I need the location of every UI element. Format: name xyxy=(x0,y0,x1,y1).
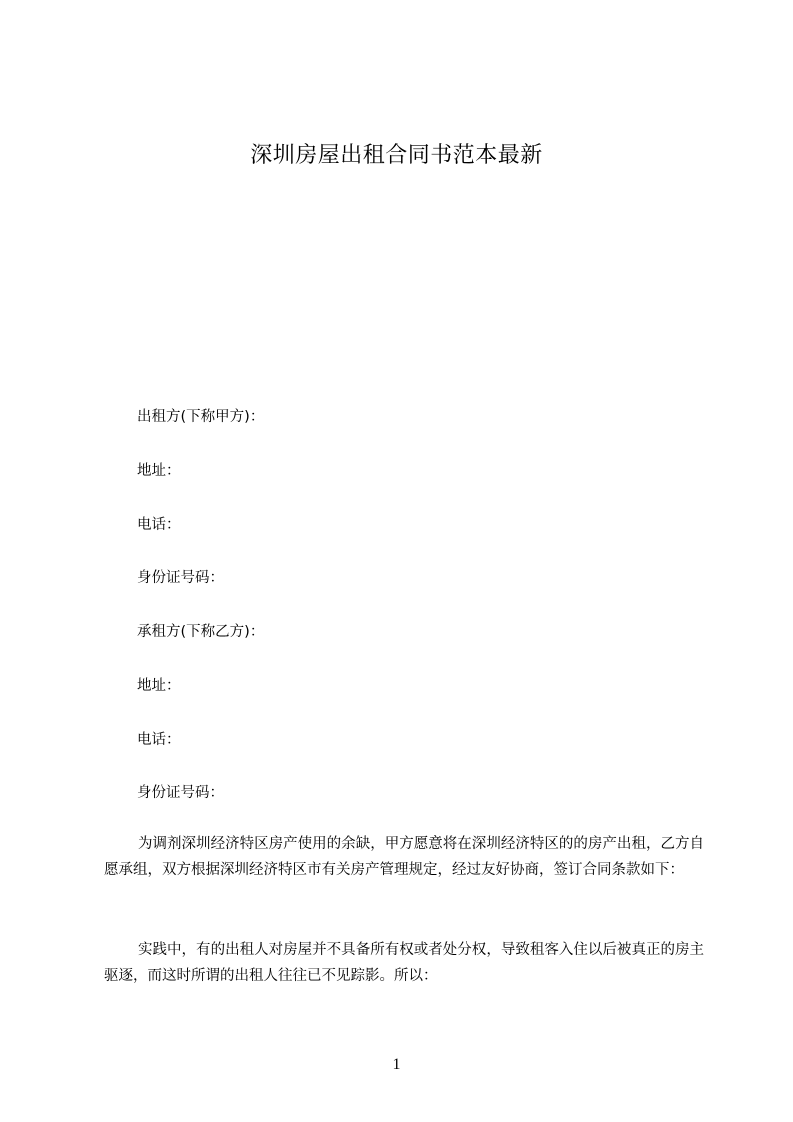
lessor-id-label: 身份证号码： xyxy=(137,570,224,586)
document-title: 深圳房屋出租合同书范本最新 xyxy=(250,143,543,168)
lessor-party-label: 出租方(下称甲方)： xyxy=(137,409,265,425)
lessee-party-label: 承租方(下称乙方)： xyxy=(137,624,265,640)
paragraph-text: 为调剂深圳经济特区房产使用的余缺，甲方愿意将在深圳经济特区的的房产出租，乙方自愿承组，双方根据深圳经济特区市有关房产管理规定，经过友好协商，签订合同条款如下： xyxy=(104,836,704,878)
lessee-phone-label: 电话： xyxy=(137,732,181,748)
paragraph-practice xyxy=(104,937,704,989)
lessee-address-label: 地址： xyxy=(137,678,181,694)
lessee-id-label: 身份证号码： xyxy=(137,785,224,801)
page-number: 1 xyxy=(392,1056,401,1073)
lessor-phone-label: 电话： xyxy=(137,517,181,533)
paragraph-purpose xyxy=(104,831,704,883)
lessor-address-label: 地址： xyxy=(137,463,181,479)
paragraph-text: 实践中，有的出租人对房屋并不具备所有权或者处分权，导致租客入住以后被真正的房主驱逐，而这时所谓的出租人往往已不见踪影。所以： xyxy=(104,942,704,984)
